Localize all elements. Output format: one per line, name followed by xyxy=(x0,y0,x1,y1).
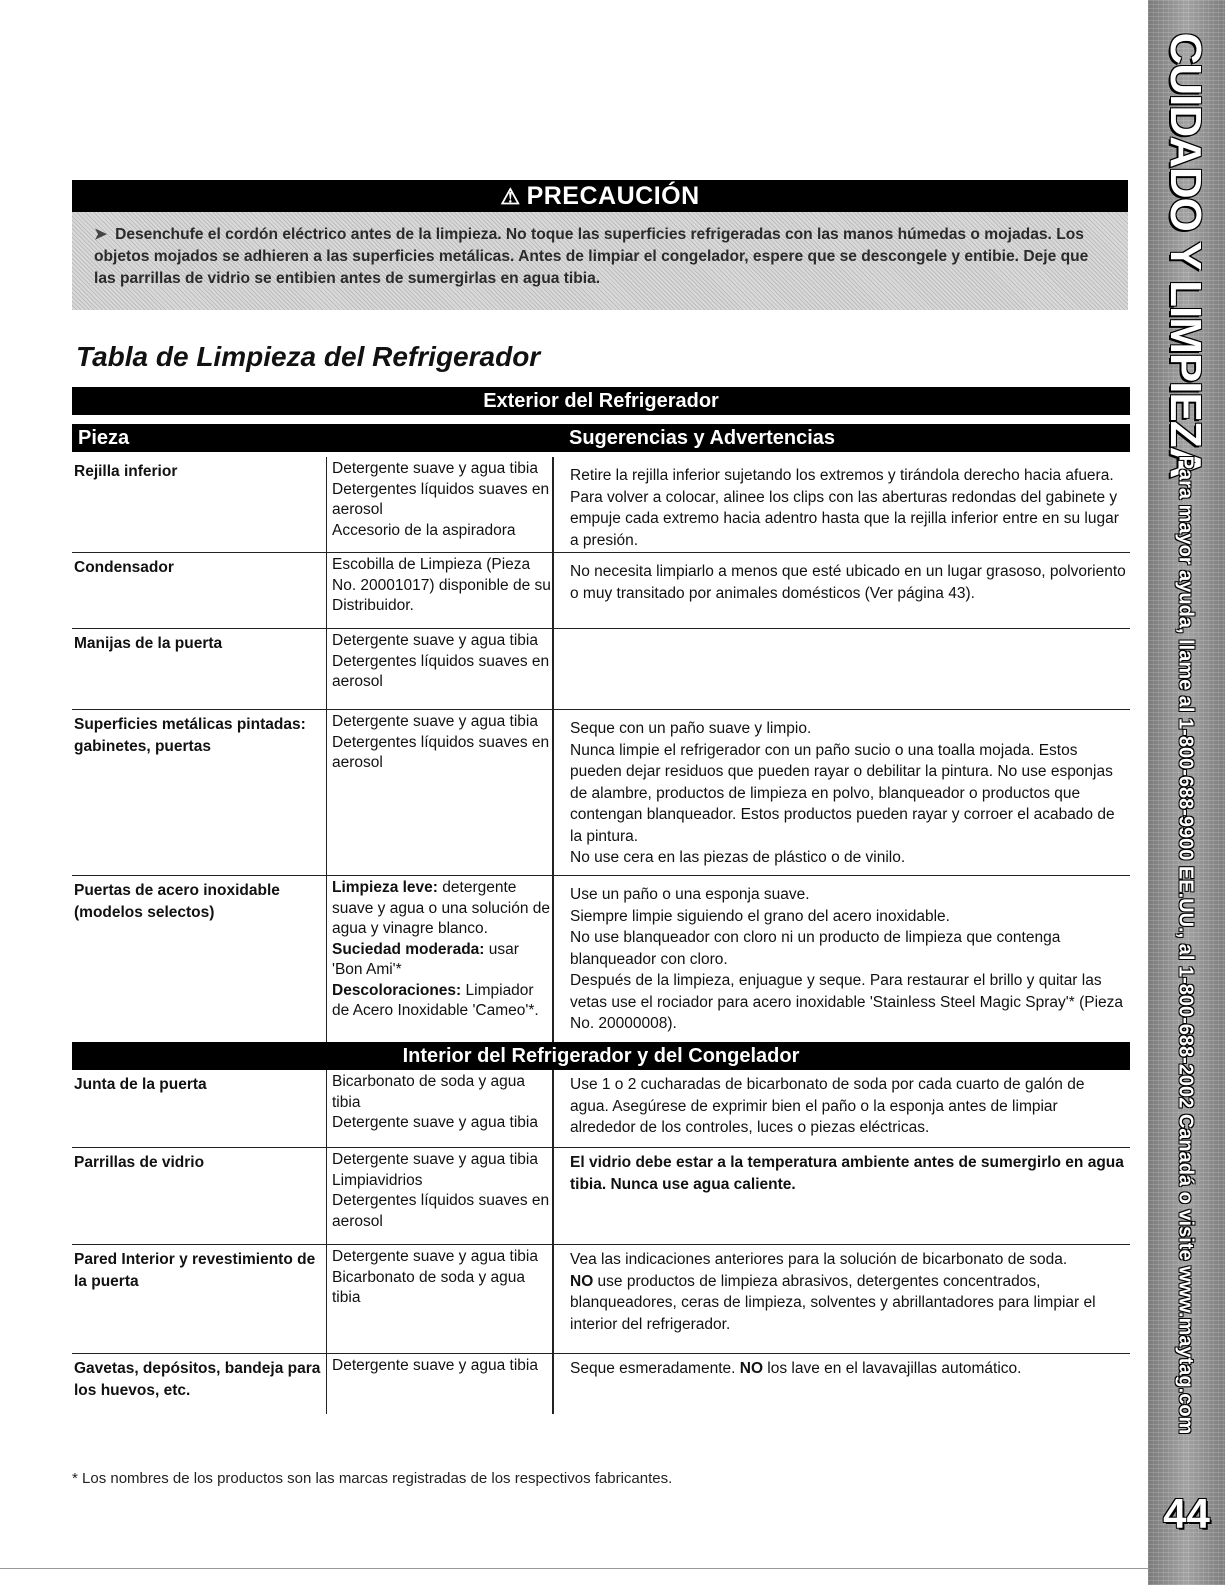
row-sugerencias: Use 1 o 2 cucharadas de bicarbonato de soda por cada cuarto de galón de agua. Asegúrese de exprimir bien el paño o la esponja antes de limpiar alrededor de los controles, luces o piezas eléctricas. xyxy=(570,1076,1085,1136)
table-row xyxy=(72,457,1130,553)
row-metodo: Limpieza leve: detergente suave y agua o una solución de agua y vinagre blanco. Suciedad moderada: usar 'Bon Ami'* Descoloraciones: Limpiador de Acero Inoxidable 'Cameo'*. xyxy=(332,879,551,1019)
row-pieza: Pared Interior y revestimiento de la puerta xyxy=(74,1251,316,1290)
caution-text xyxy=(94,224,1108,290)
row-pieza: Condensador xyxy=(74,559,174,576)
row-pieza: Superficies metálicas pintadas: gabinetes, puertas xyxy=(74,716,306,755)
row-metodo: Detergente suave y agua tibia Detergentes líquidos suaves en aerosol xyxy=(332,632,550,690)
warning-triangle-icon: ⚠ xyxy=(500,184,521,209)
row-sugerencias: El vidrio debe estar a la temperatura ambiente antes de sumergirlo en agua tibia. Nunca use agua caliente. xyxy=(570,1154,1124,1193)
caution-header xyxy=(72,180,1128,212)
row-sugerencias: Seque esmeradamente. NO los lave en el lavavajillas automático. xyxy=(570,1360,1022,1377)
row-pieza: Parrillas de vidrio xyxy=(74,1154,205,1171)
section-exterior-bar: Exterior del Refrigerador xyxy=(72,387,1130,415)
page-title: Tabla de Limpieza del Refrigerador xyxy=(76,341,541,372)
table-row xyxy=(72,1148,1130,1245)
row-metodo: Detergente suave y agua tibia Detergentes líquidos suaves en aerosol Accesorio de la aspiradora xyxy=(332,460,550,539)
table-row xyxy=(72,1245,1130,1354)
cleaning-table xyxy=(72,457,1130,1043)
table-row xyxy=(72,629,1130,710)
row-metodo: Escobilla de Limpieza (Pieza No. 20001017) disponible de su Distribuidor. xyxy=(332,556,551,614)
section-tab-title: CUIDADO Y LIMPIEZA xyxy=(1161,32,1210,478)
table-row xyxy=(72,1070,1130,1148)
row-pieza: Manijas de la puerta xyxy=(74,635,223,652)
page-number: 44 xyxy=(1163,1490,1210,1537)
row-metodo: Detergente suave y agua tibia Limpiavidrios Detergentes líquidos suaves en aerosol xyxy=(332,1151,550,1230)
footnote: * Los nombres de los productos son las marcas registradas de los respectivos fabricantes. xyxy=(72,1470,673,1487)
table-row xyxy=(72,553,1130,629)
table-row xyxy=(72,710,1130,876)
divider xyxy=(0,1568,1148,1569)
row-sugerencias: Use un paño o una esponja suave. Siempre limpie siguiendo el grano del acero inoxidable. No use blanqueador con cloro ni un producto de limpieza que contenga blanqueador con cloro. Después de la limpieza, enjuague y seque. Para restaurar el brillo y quitar las vetas use el rociador para acero inoxidable 'Stainless Steel Magic Spray'* (Pieza No. 20000008). xyxy=(570,886,1124,1032)
header-pieza: Pieza xyxy=(72,424,327,452)
caution-box xyxy=(72,180,1128,310)
help-contact-text: Para mayor ayuda, llame al 1-800-688-9900 EE.UU., al 1-800-688-2002 Canadá o visite www.maytag.com xyxy=(1174,455,1197,1435)
interior-table xyxy=(72,1070,1130,1414)
caution-body: Desenchufe el cordón eléctrico antes de la limpieza. No toque las superficies refrigeradas con las manos húmedas o mojadas. Los objetos mojados se adhieren a las superficies metálicas. Antes de limpiar el congelador, espere que se descongele y entibie. Deje que las parrillas de vidrio se entibien antes de sumergirlas en agua tibia. xyxy=(94,226,1089,287)
table-row xyxy=(72,1354,1130,1414)
row-metodo: Detergente suave y agua tibia xyxy=(332,1357,538,1374)
row-pieza: Junta de la puerta xyxy=(74,1076,207,1093)
row-metodo: Detergente suave y agua tibia Detergentes líquidos suaves en aerosol xyxy=(332,713,550,771)
row-metodo: Bicarbonato de soda y agua tibia Detergente suave y agua tibia xyxy=(332,1073,538,1131)
caution-title: PRECAUCIÓN xyxy=(526,182,700,210)
header-metodo-blank xyxy=(327,424,553,452)
row-sugerencias: Retire la rejilla inferior sujetando los extremos y tirándola derecho hacia afuera. Para volver a colocar, alinee los clips con las aberturas redondas del gabinete y empuje cada extremo hacia adentro hasta que la rejilla inferior entre en su lugar a presión. xyxy=(570,467,1119,549)
row-pieza: Rejilla inferior xyxy=(74,463,178,480)
row-metodo: Detergente suave y agua tibia Bicarbonato de soda y agua tibia xyxy=(332,1248,538,1306)
row-sugerencias: No necesita limpiarlo a menos que esté ubicado en un lugar grasoso, polvoriento o muy transitado por animales domésticos (Ver página 43). xyxy=(570,563,1126,602)
row-pieza: Puertas de acero inoxidable (modelos selectos) xyxy=(74,882,280,921)
arrow-bullet-icon: ➤ xyxy=(94,226,108,243)
section-interior-bar: Interior del Refrigerador y del Congelador xyxy=(72,1042,1130,1070)
row-sugerencias: Vea las indicaciones anteriores para la solución de bicarbonato de soda. NO use productos de limpieza abrasivos, detergentes concentrados, blanqueadores, ceras de limpieza, solventes y abrillantadores para limpiar el interior del refrigerador. xyxy=(570,1251,1096,1333)
row-sugerencias: Seque con un paño suave y limpio. Nunca limpie el refrigerador con un paño sucio o una toalla mojada. Estos pueden dejar residuos que pueden rayar o debilitar la pintura. No use esponjas de alambre, productos de limpieza en polvo, blanqueador o productos que contengan blanqueador. Estos productos pueden rayar y corroer el acabado de la pintura. No use cera en las piezas de plástico o de vinilo. xyxy=(570,720,1115,866)
header-sugerencias: Sugerencias y Advertencias xyxy=(553,424,1130,452)
row-pieza: Gavetas, depósitos, bandeja para los huevos, etc. xyxy=(74,1360,321,1399)
table-row xyxy=(72,876,1130,1043)
